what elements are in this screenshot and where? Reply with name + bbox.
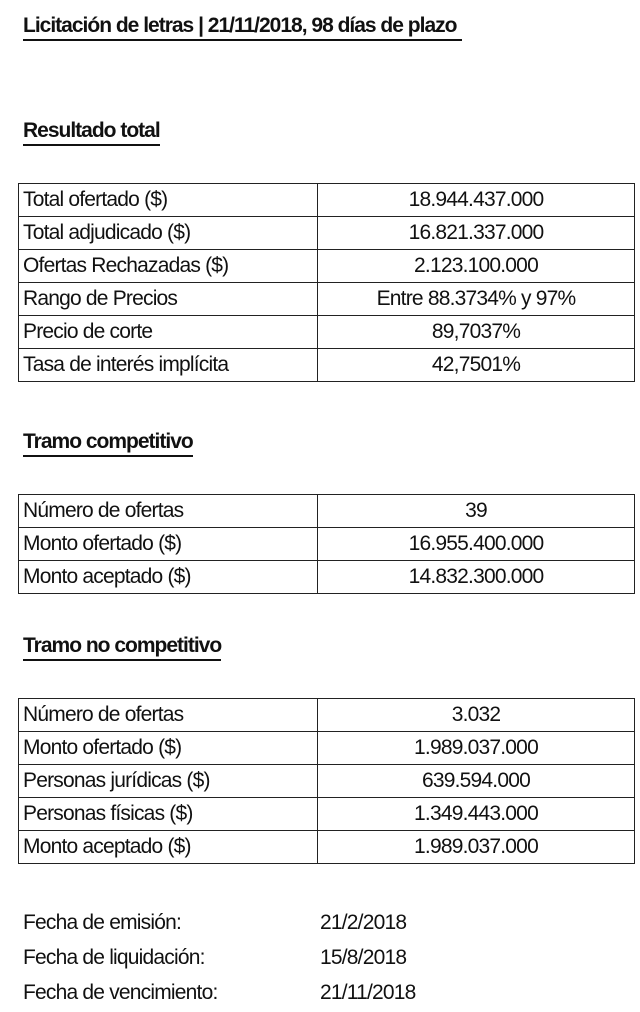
- row-label: Monto aceptado ($): [19, 561, 318, 594]
- date-label: Fecha de emisión:: [23, 911, 181, 934]
- table-row: [19, 765, 635, 798]
- row-label: Ofertas Rechazadas ($): [19, 250, 318, 283]
- table-row: [19, 250, 635, 283]
- row-value: 1.349.443.000: [318, 798, 635, 831]
- section-heading-total: Resultado total: [23, 119, 160, 146]
- row-value: 1.989.037.000: [318, 831, 635, 864]
- dates-block: [23, 905, 583, 1010]
- row-value: 3.032: [318, 699, 635, 732]
- row-label: Total ofertado ($): [19, 184, 318, 217]
- table-tramo-competitivo: [18, 494, 635, 594]
- date-value: 21/11/2018: [320, 981, 416, 1004]
- row-value: 89,7037%: [318, 316, 635, 349]
- date-row-vencimiento: [23, 975, 583, 1010]
- table-resultado-total: [18, 183, 635, 382]
- table-row: [19, 798, 635, 831]
- row-value: 16.821.337.000: [318, 217, 635, 250]
- row-label: Tasa de interés implícita: [19, 349, 318, 382]
- row-value: 42,7501%: [318, 349, 635, 382]
- row-label: Monto aceptado ($): [19, 831, 318, 864]
- date-row-liquidacion: [23, 940, 583, 975]
- table-row: [19, 699, 635, 732]
- row-value: 18.944.437.000: [318, 184, 635, 217]
- table-row: [19, 732, 635, 765]
- row-label: Rango de Precios: [19, 283, 318, 316]
- row-value: 16.955.400.000: [318, 528, 635, 561]
- date-row-emision: [23, 905, 583, 940]
- row-value: Entre 88.3734% y 97%: [318, 283, 635, 316]
- row-label: Monto ofertado ($): [19, 528, 318, 561]
- row-value: 39: [318, 495, 635, 528]
- table-row: [19, 528, 635, 561]
- row-label: Número de ofertas: [19, 699, 318, 732]
- table-row: [19, 495, 635, 528]
- section-heading-no-competitivo: Tramo no competitivo: [23, 634, 221, 661]
- date-value: 15/8/2018: [320, 946, 407, 969]
- row-label: Personas jurídicas ($): [19, 765, 318, 798]
- table-row: [19, 831, 635, 864]
- table-row: [19, 349, 635, 382]
- table-row: [19, 283, 635, 316]
- table-tramo-no-competitivo: [18, 698, 635, 864]
- date-label: Fecha de liquidación:: [23, 946, 205, 969]
- row-label: Precio de corte: [19, 316, 318, 349]
- row-label: Monto ofertado ($): [19, 732, 318, 765]
- row-value: 1.989.037.000: [318, 732, 635, 765]
- row-label: Personas físicas ($): [19, 798, 318, 831]
- table-row: [19, 217, 635, 250]
- page-title: Licitación de letras | 21/11/2018, 98 días de plazo: [23, 14, 462, 41]
- table-row: [19, 184, 635, 217]
- date-value: 21/2/2018: [320, 911, 407, 934]
- row-value: 14.832.300.000: [318, 561, 635, 594]
- row-value: 2.123.100.000: [318, 250, 635, 283]
- row-value: 639.594.000: [318, 765, 635, 798]
- row-label: Número de ofertas: [19, 495, 318, 528]
- row-label: Total adjudicado ($): [19, 217, 318, 250]
- section-heading-competitivo: Tramo competitivo: [23, 430, 193, 457]
- date-label: Fecha de vencimiento:: [23, 981, 218, 1004]
- table-row: [19, 316, 635, 349]
- table-row: [19, 561, 635, 594]
